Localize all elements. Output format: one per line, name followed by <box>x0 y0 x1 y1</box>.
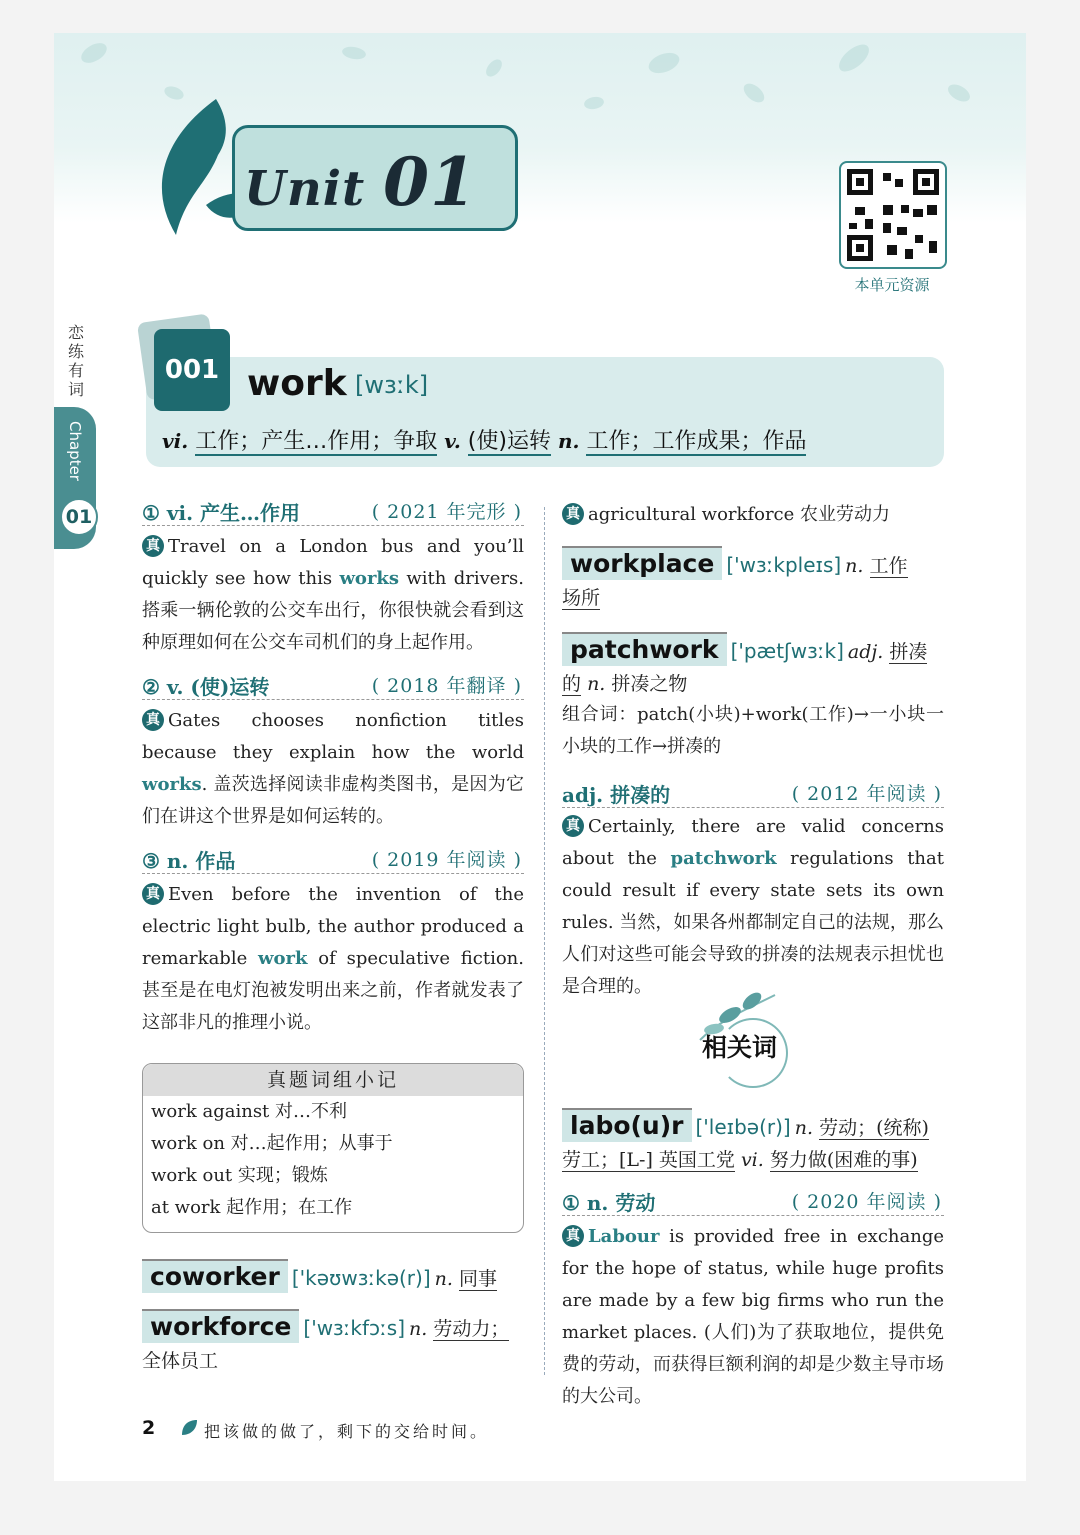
headword-definition: vi. 工作；产生…作用；争取 v. (使)运转 n. 工作；工作成果；作品 <box>162 429 807 454</box>
textbook-page <box>54 33 1026 1481</box>
labour-example: 真 Labour is provided free in exchange for the hope of status, while huge profits are made by a few big firms who run the market places. (人们)为了获取地位，提供免费的劳动，而获得巨额利润的却是少数主导市场的大公司。 <box>562 1226 944 1407</box>
word-patchwork: patchwork ['pætʃwɜːk] adj. 拼凑 的 n. 拼凑之物 <box>562 632 944 700</box>
sense-2-example: 真 Gates chooses nonfiction titles because they explain how the world works. 盖茨选择阅读非虚构类图书，是因为它们在讲这个世界是如何运转的。 <box>142 710 524 827</box>
footer-motto: 把该做的做了，剩下的交给时间。 <box>204 1422 490 1441</box>
phrase-agricultural-workforce: 真 agricultural workforce 农业劳动力 <box>562 499 944 531</box>
word-workforce: workforce ['wɜːkfɔːs] n. 劳动力； 全体员工 <box>142 1309 524 1377</box>
real-exam-icon: 真 <box>142 535 164 557</box>
footer-leaf-icon <box>178 1417 200 1439</box>
notes-title: 真题词组小记 <box>143 1064 523 1096</box>
sense-3-example: 真 Even before the invention of the electric light bulb, the author produced a remarkable work of speculative fiction. 甚至是在电灯泡被发明出来之前，作者就发表了这部非凡的推理小说。 <box>142 884 525 1033</box>
real-exam-icon: 真 <box>562 1225 584 1247</box>
patchwork-compound-note: 组合词：patch(小块)+work(工作)→一小块一小块的工作→拼凑的 <box>562 704 944 757</box>
chapter-number: 01 <box>60 498 98 536</box>
note-item: at work 起作用；在工作 <box>151 1197 353 1218</box>
sense-2-header: ② v. (使)运转 ( 2018 年翻译 ) <box>142 669 524 700</box>
side-book-title: 恋练有词 <box>68 323 85 399</box>
unit-label: Unit <box>244 161 366 217</box>
labour-sense-header: ① n. 劳动 ( 2020 年阅读 ) <box>562 1185 944 1216</box>
patchwork-example: 真 Certainly, there are valid concerns about the patchwork regulations that could result if every state sets its own rules. 当然，如果各州都制定自己的法规，那么人们对这些可能会导致的拼凑的法规表示担忧也是合理的。 <box>562 816 944 997</box>
word-labour: labo(u)r ['leɪbə(r)] n. 劳动；(统称) 劳工；[L-] 英国工党 vi. 努力做(困难的事) <box>562 1108 944 1176</box>
real-exam-icon: 真 <box>562 815 584 837</box>
note-item: work on 对…起作用；从事于 <box>151 1133 393 1154</box>
real-exam-icon: 真 <box>142 883 164 905</box>
real-exam-icon: 真 <box>562 503 584 525</box>
qr-code-icon[interactable] <box>839 161 947 269</box>
unit-title <box>244 143 477 221</box>
word-workplace: workplace ['wɜːkpleɪs] n. 工作 场所 <box>562 546 944 614</box>
note-item: work against 对…不利 <box>151 1101 348 1122</box>
real-exam-icon: 真 <box>142 709 164 731</box>
sense-1-example: 真 Travel on a London bus and you’ll quickly see how this works with drivers. 搭乘一辆伦敦的公交车出行，你很快就会看到这种原理如何在公交车司机们的身上起作用。 <box>142 536 525 653</box>
phrase-notes-box <box>142 1063 524 1233</box>
related-words-title: 相关词 <box>702 1033 778 1062</box>
sense-1-header: ① vi. 产生…作用 ( 2021 年完形 ) <box>142 495 524 526</box>
unit-number: 01 <box>383 143 478 221</box>
headword-ipa: [wɜːk] <box>355 371 429 399</box>
patchwork-sense-header: adj. 拼凑的 ( 2012 年阅读 ) <box>562 777 944 808</box>
word-coworker: coworker ['kəʊwɜːkə(r)] n. 同事 <box>142 1259 524 1295</box>
column-divider <box>544 507 545 1375</box>
headword: work <box>247 363 347 404</box>
sense-3-header: ③ n. 作品 ( 2019 年阅读 ) <box>142 843 524 874</box>
entry-number: 001 <box>154 329 230 411</box>
note-item: work out 实现；锻炼 <box>151 1165 328 1186</box>
chapter-label: Chapter <box>66 421 84 481</box>
qr-resource-label: 本单元资源 <box>854 276 930 294</box>
page-number: 2 <box>142 1417 156 1439</box>
